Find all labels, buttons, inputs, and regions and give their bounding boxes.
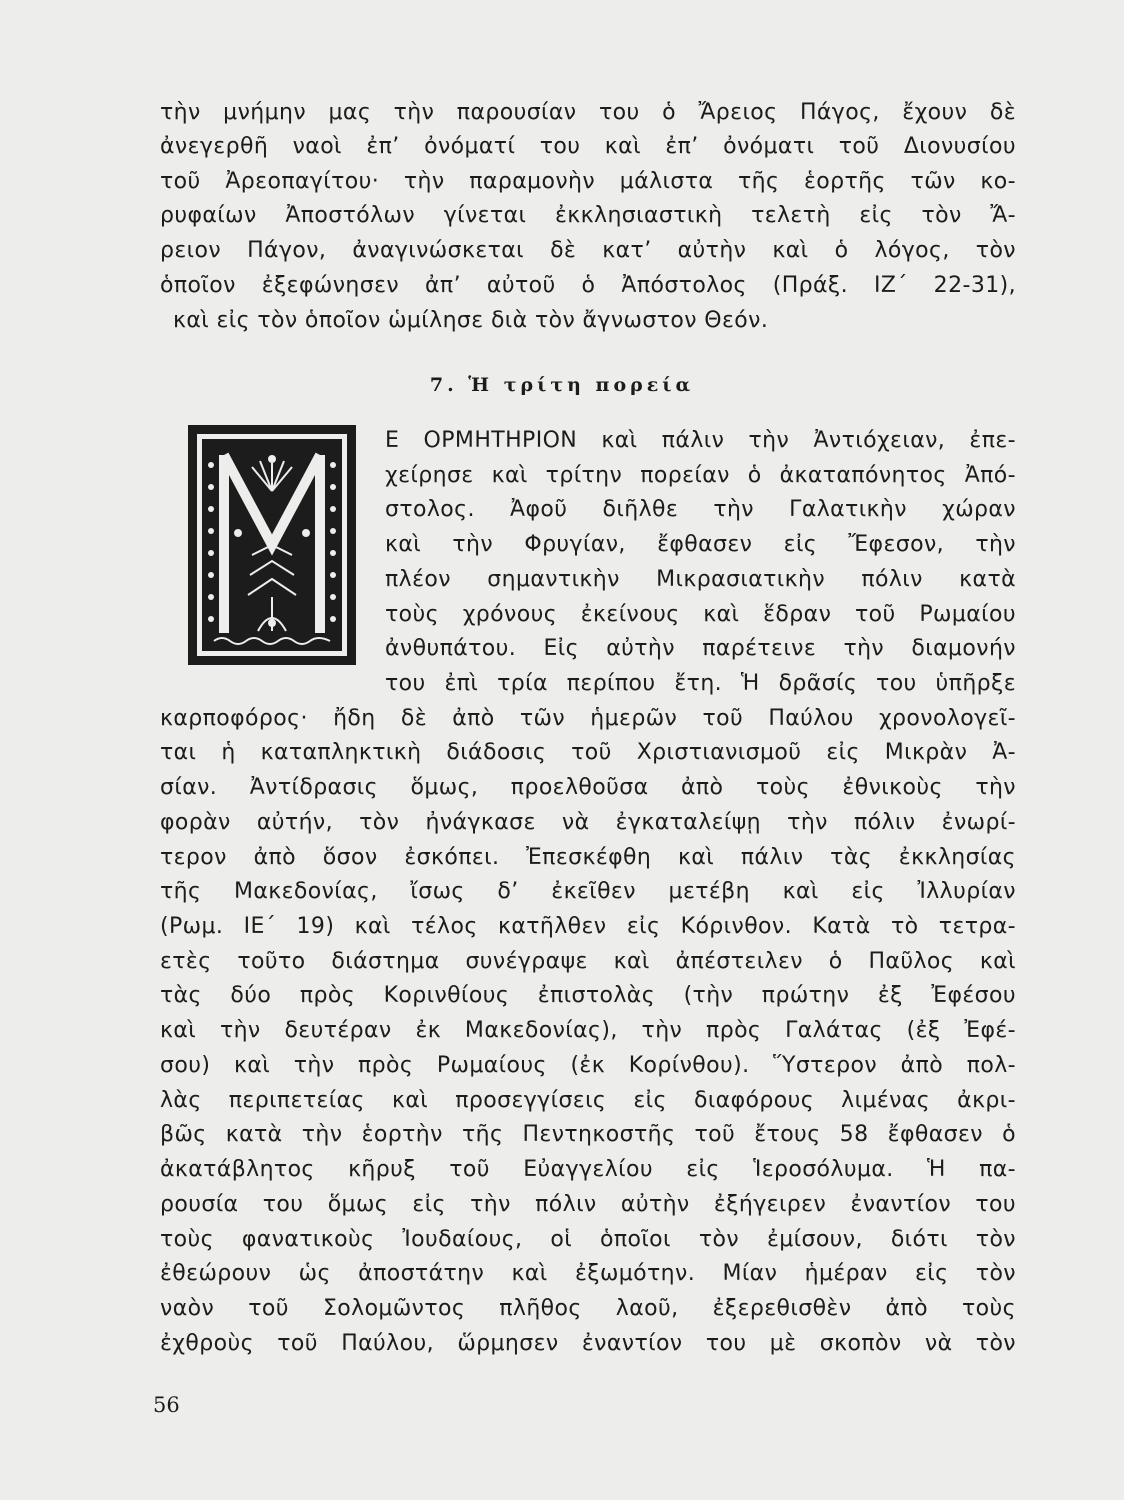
text-line: χείρησε καὶ τρίτην πορείαν ὁ ἀκαταπόνητος Ἀπό-	[385, 463, 1016, 488]
text-line: τοῦ Ἀρεοπαγίτου· τὴν παραμονὴν μάλιστα τῆς ἑορτῆς τῶν κο-	[160, 169, 1016, 194]
text-line: καὶ εἰς τὸν ὁποῖον ὡμίλησε διὰ τὸν ἄγνωστον Θεόν.	[173, 308, 769, 333]
text-line: τοὺς χρόνους ἐκείνους καὶ ἕδραν τοῦ Ρωμαίου	[385, 602, 1016, 627]
text-line: ἐθεώρουν ὡς ἀποστάτην καὶ ἐξωμότην. Μίαν ἡμέραν εἰς τὸν	[160, 1261, 1016, 1286]
text-line: ρουσία του ὅμως εἰς τὴν πόλιν αὐτὴν ἐξήγειρεν ἐναντίον του	[160, 1192, 1016, 1217]
text-line: του ἐπὶ τρία περίπου ἔτη. Ἡ δρᾶσίς του ὑπῆρξε	[385, 671, 1016, 696]
text-line: φορὰν αὐτήν, τὸν ἠνάγκασε νὰ ἐγκαταλείψῃ τὴν πόλιν ἐνωρί-	[160, 810, 1016, 835]
text-line: ετὲς τοῦτο διάστημα συνέγραψε καὶ ἀπέστειλεν ὁ Παῦλος καὶ	[160, 949, 1016, 974]
text-line: καὶ τὴν Φρυγίαν, ἔφθασεν εἰς Ἔφεσον, τὴν	[385, 532, 1016, 557]
text-line: ἀνεγερθῆ ναοὶ ἐπ’ ὀνόματί του καὶ ἐπ’ ὀνόματι τοῦ Διονυσίου	[160, 134, 1016, 159]
text-line: τοὺς φανατικοὺς Ἰουδαίους, οἱ ὁποῖοι τὸν ἐμίσουν, διότι τὸν	[160, 1227, 1016, 1252]
text-line: σου) καὶ τὴν πρὸς Ρωμαίους (ἐκ Κορίνθου). Ὕστερον ἀπὸ πολ-	[160, 1053, 1016, 1078]
text-line: καὶ τὴν δευτέραν ἐκ Μακεδονίας), τὴν πρὸς Γαλάτας (ἐξ Ἐφέ-	[160, 1018, 1016, 1043]
text-line: στολος. Ἀφοῦ διῆλθε τὴν Γαλατικὴν χώραν	[385, 497, 1016, 522]
text-line: Ε ΟΡΜΗΤΗΡΙΟΝ καὶ πάλιν τὴν Ἀντιόχειαν, ἐπε-	[385, 428, 1016, 453]
text-line: τὰς δύο πρὸς Κορινθίους ἐπιστολὰς (τὴν πρώτην ἐξ Ἐφέσου	[160, 983, 1016, 1008]
text-line: ἀνθυπάτου. Εἰς αὐτὴν παρέτεινε τὴν διαμονήν	[385, 636, 1016, 661]
text-line: ρειον Πάγον, ἀναγινώσκεται δὲ κατ’ αὐτὴν καὶ ὁ λόγος, τὸν	[160, 238, 1016, 263]
text-line: λὰς περιπετείας καὶ προσεγγίσεις εἰς διαφόρους λιμένας ἀκρι-	[160, 1088, 1016, 1113]
text-line: ἐχθροὺς τοῦ Παύλου, ὥρμησεν ἐναντίον του μὲ σκοπὸν νὰ τὸν	[160, 1331, 1016, 1356]
text-line: καρποφόρος· ἤδη δὲ ἀπὸ τῶν ἡμερῶν τοῦ Παύλου χρονολογεῖ-	[160, 706, 1016, 731]
text-line: τῆς Μακεδονίας, ἴσως δ’ ἐκεῖθεν μετέβη καὶ εἰς Ἰλλυρίαν	[160, 879, 1016, 904]
text-line: ναὸν τοῦ Σολομῶντος πλῆθος λαοῦ, ἐξερεθισθὲν ἀπὸ τοὺς	[160, 1296, 1016, 1321]
text-line: τὴν μνήμην μας τὴν παρουσίαν του ὁ Ἄρειος Πάγος, ἔχουν δὲ	[160, 100, 1016, 125]
text-line: (Ρωμ. ΙΕ΄ 19) καὶ τέλος κατῆλθεν εἰς Κόρινθον. Κατὰ τὸ τετρα-	[160, 914, 1016, 939]
text-line: ὁποῖον ἐξεφώνησεν ἀπ’ αὐτοῦ ὁ Ἀπόστολος (Πράξ. ΙΖ΄ 22-31),	[160, 273, 1016, 298]
text-line: ἀκατάβλητος κῆρυξ τοῦ Εὐαγγελίου εἰς Ἱεροσόλυμα. Ἡ πα-	[160, 1157, 1016, 1182]
text-line: πλέον σημαντικὴν Μικρασιατικὴν πόλιν κατὰ	[385, 567, 1016, 592]
text-line: ρυφαίων Ἀποστόλων γίνεται ἐκκλησιαστικὴ τελετὴ εἰς τὸν Ἄ-	[160, 203, 1016, 228]
page-number: 56	[153, 1393, 180, 1417]
text-line: σίαν. Ἀντίδρασις ὅμως, προελθοῦσα ἀπὸ τοὺς ἐθνικοὺς τὴν	[160, 775, 1016, 800]
drop-cap-illustration	[188, 425, 356, 665]
section-heading: 7. Ἡ τρίτη πορεία	[429, 374, 695, 396]
text-line: βῶς κατὰ τὴν ἑορτὴν τῆς Πεντηκοστῆς τοῦ ἔτους 58 ἔφθασεν ὁ	[160, 1122, 1016, 1147]
text-line: τερον ἀπὸ ὅσον ἐσκόπει. Ἐπεσκέφθη καὶ πάλιν τὰς ἐκκλησίας	[160, 845, 1016, 870]
text-line: ται ἡ καταπληκτικὴ διάδοσις τοῦ Χριστιανισμοῦ εἰς Μικρὰν Ἀ-	[160, 740, 1016, 765]
